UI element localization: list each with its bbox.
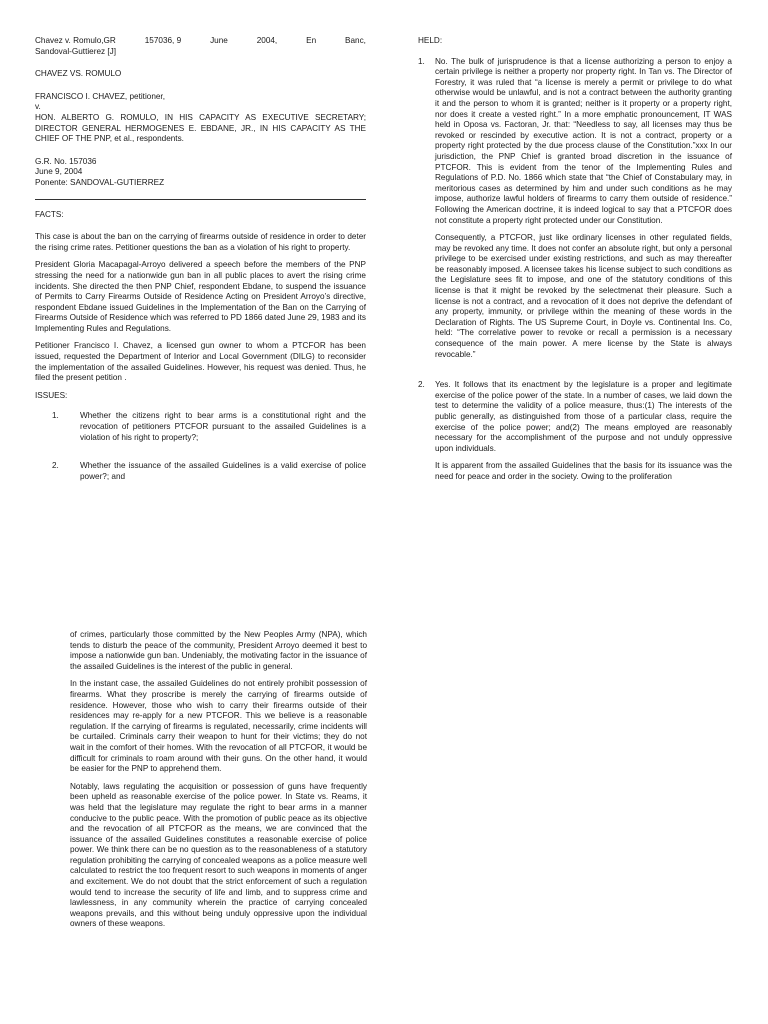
right-column bbox=[418, 36, 732, 490]
held-paragraph: No. The bulk of jurisprudence is that a license authorizing a person to enjoy a certain privilege is neither a property nor property right. In Tan vs. The Director of Forestry, it was ruled that “a license is merely a permit or privilege to do what otherwise would be unlawful, and is not a contract between the authority granting it and the person to whom it is granted; neither is it property or a property right, nor does it create a vested right.” In a more emphatic pronouncement, IT WAS held in Oposa vs. Factoran, Jr. that: “Needless to say, all licenses may thus be revoked or rescinded by executive action. It is not a contract, property or a property right protected by the due process clause of the Constitution.”xxx In our jurisdiction, the PNP Chief is granted broad discretion in the issuance of PTCFOR. This is evident from the tenor of the Implementing Rules and Regulations of P.D. No. 1866 which state that “the Chief of Constabulary may, in meritorious cases as determined by him and under such conditions as he may impose, authorize lawful holders of firearms to carry them outside of residence.” Following the American doctrine, it is indeed logical to say that a PTCFOR does not constitute a property right protected under our Constitution. bbox=[435, 56, 732, 225]
case-title: CHAVEZ VS. ROMULO bbox=[35, 69, 122, 79]
issue-text: Whether the issuance of the assailed Guidelines is a valid exercise of police power?; and bbox=[80, 461, 366, 481]
gr-number: G.R. No. 157036 bbox=[35, 156, 97, 166]
citation-part: June bbox=[210, 36, 228, 45]
citation-part: 2004, bbox=[256, 36, 278, 45]
held-paragraph: Yes. It follows that its enactment by the legislature is a proper and legitimate exercise of the police power of the state. In a number of cases, we laid down the test to determine the validity of a police measure, thus:(1) The interests of the public generally, as distinguished from those of a particular class, require the exercise of the police power; and(2) The means employed are reasonably necessary for the accomplishment of the purpose and not unduly oppressive upon individuals. bbox=[435, 380, 732, 453]
issue-number: 2. bbox=[52, 461, 59, 471]
held-number: 1. bbox=[418, 56, 425, 66]
facts-paragraph: This case is about the ban on the carrying of firearms outside of residence in order to deter the rising crime rates. Petitioner questions the ban as a violation of his right to property. bbox=[35, 232, 366, 252]
continuation-paragraph: Notably, laws regulating the acquisition or possession of guns have frequently been upheld as reasonable exercise of the police power. In State vs. Reams, it was held that the legislature may regulate the right to bear arms in a manner conducive to the public peace. With the promotion of public peace as its objective and the revocation of all PTCFOR as the means, we are convinced that the issuance of the assailed Guidelines constitutes a reasonable exercise of police power. We think there can be no question as to the reasonableness of a statutory regulation prohibiting the carrying of concealed weapons as a police measure well calculated to restrict the too frequent resort to such weapons in moments of anger and excitement. We do not doubt that the strict enforcement of such a regulation would tend to increase the security of life and limb, and to suppress crime and lawlessness, in any community wherein the practice of carrying concealed weapons prevails, and this without being unduly oppressive upon the individual owners of these weapons. bbox=[70, 781, 367, 929]
list-item bbox=[35, 461, 366, 482]
decision-date: June 9, 2004 bbox=[35, 167, 83, 177]
citation-part: 157036, 9 bbox=[144, 36, 182, 45]
petitioner: FRANCISCO I. CHAVEZ, petitioner, bbox=[35, 91, 165, 101]
respondents: HON. ALBERTO G. ROMULO, IN HIS CAPACITY AS EXECUTIVE SECRETARY; DIRECTOR GENERAL HERMOGENES E. EBDANE, JR., IN HIS CAPACITY AS THE CHIEF OF THE PNP, et al., respondents. bbox=[35, 112, 366, 144]
citation-part: Chavez v. Romulo,GR bbox=[35, 36, 116, 45]
citation-part: En bbox=[306, 36, 317, 45]
issue-text: Whether the citizens right to bear arms is a constitutional right and the revocation of petitioners PTCFOR pursuant to the assailed Guidelines is a violation of his right to property?; bbox=[80, 411, 366, 442]
issues-heading: ISSUES: bbox=[35, 390, 68, 400]
ponente: Ponente: SANDOVAL-GUTIERREZ bbox=[35, 177, 165, 187]
held-paragraph: Consequently, a PTCFOR, just like ordinary licenses in other regulated fields, may be revoked any time. It does not confer an absolute right, but only a personal privilege to be exercised under existing restrictions, and such as may thereafter be reasonably imposed. A licensee takes his license subject to such conditions as the Legislature sees fit to impose, and one of the statutory conditions of this license is that it might be revoked by the selectmenat their pleasure. Such a license is not a contract, and a revocation of it does not deprive the defendant of any property, immunity, or privilege within the meaning of these words in the Declaration of Rights. The US Supreme Court, in Doyle vs. Continental Ins. Co, held: “The correlative power to revoke or recall a permission is a necessary consequence of the main power. A mere license by the State is always revocable.” bbox=[435, 233, 732, 359]
continuation-paragraph: of crimes, particularly those committed by the New Peoples Army (NPA), which tends to disturb the peace of the community, President Arroyo deemed it best to impose a nationwide gun ban. Undeniably, the motivating factor in the issuance of the assailed Guidelines is the interest of the public in general. bbox=[70, 630, 367, 671]
versus: v. bbox=[35, 102, 41, 112]
continuation-paragraph: In the instant case, the assailed Guidelines do not entirely prohibit possession of firearms. What they proscribe is merely the carrying of firearms outside of residence. However, those who wish to carry their firearms outside of their residences may re-apply for a new PTCFOR. This we believe is a reasonable regulation. If the carrying of firearms is regulated, necessarily, crime incidents will be curtailed. Criminals carry their weapon to hunt for their victims; they do not wait in the comfort of their homes. With the revocation of all PTCFOR, it would be difficult for criminals to roam around with their guns. On the other hand, it would be easier for the PNP to apprehend them. bbox=[70, 679, 367, 774]
list-item bbox=[35, 411, 366, 443]
issues-list bbox=[35, 411, 366, 482]
facts-paragraph: Petitioner Francisco I. Chavez, a licensed gun owner to whom a PTCFOR has been issued, requested the Department of Interior and Local Government (DILG) to reconsider the implementation of the assailed Guidelines. However, his request was denied. Thus, he filed the present petition . bbox=[35, 341, 366, 383]
case-citation-line2: Sandoval-Guttierez [J] bbox=[35, 46, 117, 56]
list-item bbox=[418, 380, 732, 489]
left-column bbox=[35, 36, 366, 500]
held-paragraph: It is apparent from the assailed Guidelines that the basis for its issuance was the need for peace and order in the society. Owing to the proliferation bbox=[435, 461, 732, 481]
held-list bbox=[418, 57, 732, 490]
facts-paragraph: President Gloria Macapagal-Arroyo delivered a speech before the members of the PNP stressing the need for a nationwide gun ban in all public places to avert the rising crime incidents. She directed the then PNP Chief, respondent Ebdane, to suspend the issuance of Permits to Carry Firearms Outside of Residence Acting on President Arroyo’s directive, respondent Ebdane issued Guidelines in the Implementation of the Ban on the Carrying of Firearms Outside of Residence which was referred to PD 1866 dated June 29, 1983 and its Implementing Rules and Regulations. bbox=[35, 260, 366, 333]
continuation-block bbox=[70, 630, 367, 937]
case-citation-line1 bbox=[35, 36, 366, 47]
held-heading: HELD: bbox=[418, 36, 443, 45]
section-divider bbox=[35, 199, 366, 200]
held-number: 2. bbox=[418, 380, 425, 390]
issue-number: 1. bbox=[52, 411, 59, 421]
citation-part: Banc, bbox=[345, 36, 366, 45]
facts-heading: FACTS: bbox=[35, 209, 64, 219]
list-item bbox=[418, 57, 732, 381]
